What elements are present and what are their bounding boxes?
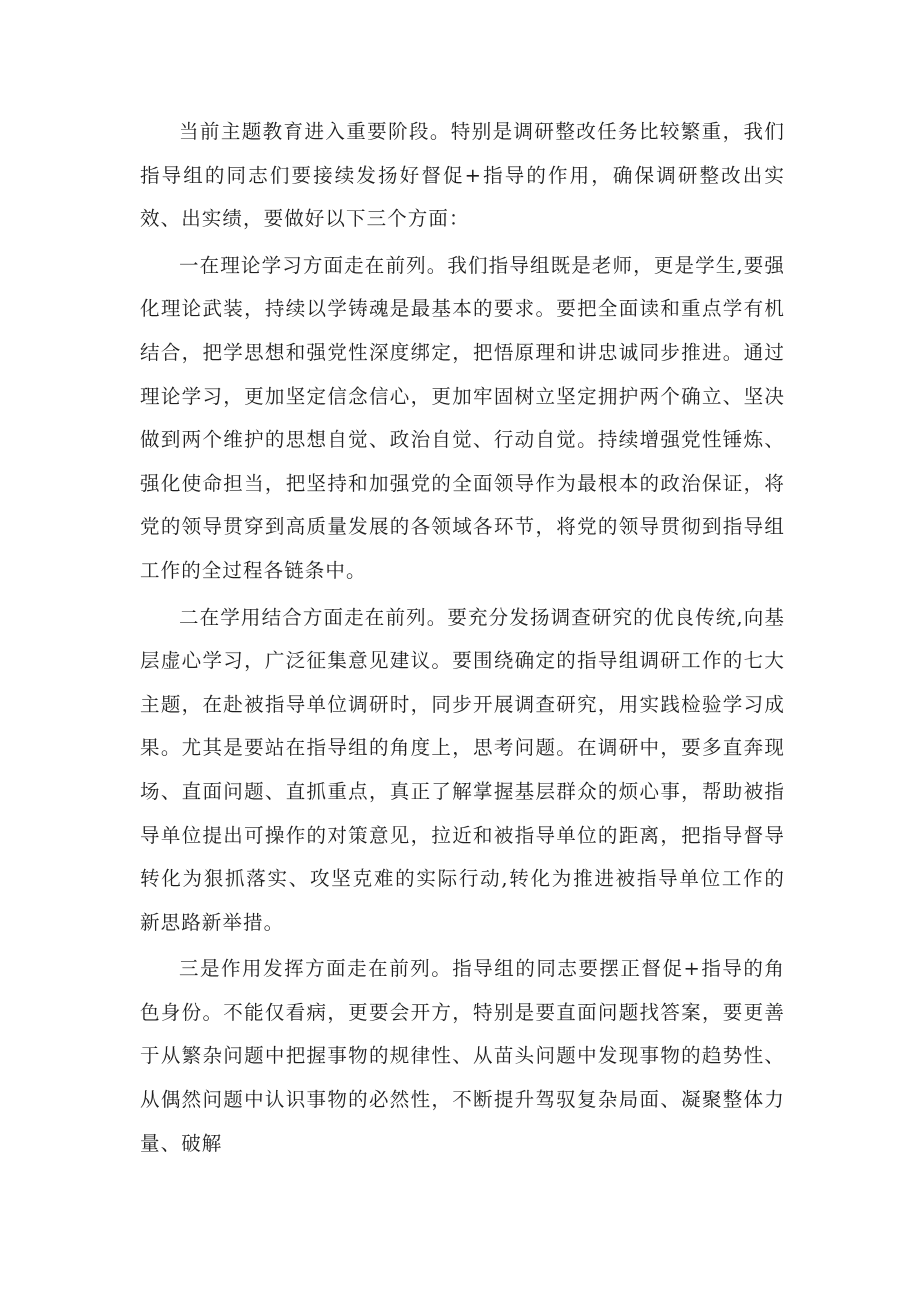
document-body xyxy=(140,110,785,1165)
paragraph-theory-study: 一在理论学习方面走在前列。我们指导组既是老师，更是学生,要强化理论武装，持续以学铸魂是最基本的要求。要把全面读和重点学有机结合，把学思想和强党性深度绑定，把悟原理和讲忠诚同步推进。通过理论学习，更加坚定信念信心，更加牢固树立坚定拥护两个确立、坚决做到两个维护的思想自觉、政治自觉、行动自觉。持续增强党性锤炼、强化使命担当，把坚持和加强党的全面领导作为最根本的政治保证，将党的领导贯穿到高质量发展的各领域各环节，将党的领导贯彻到指导组工作的全过程各链条中。 xyxy=(140,253,785,582)
paragraph-study-application: 二在学用结合方面走在前列。要充分发扬调查研究的优良传统,向基层虚心学习，广泛征集意见建议。要围绕确定的指导组调研工作的七大主题，在赴被指导单位调研时，同步开展调查研究，用实践检验学习成果。尤其是要站在指导组的角度上，思考问题。在调研中，要多直奔现场、直面问题、直抓重点，真正了解掌握基层群众的烦心事，帮助被指导单位提出可操作的对策意见，拉近和被指导单位的距离，把指导督导转化为狠抓落实、攻坚克难的实际行动,转化为推进被指导单位工作的新思路新举措。 xyxy=(140,605,785,934)
paragraph-role-play: 三是作用发挥方面走在前列。指导组的同志要摆正督促+指导的角色身份。不能仅看病，更要会开方，特别是要直面问题找答案，要更善于从繁杂问题中把握事物的规律性、从苗头问题中发现事物的趋势性、从偶然问题中认识事物的必然性，不断提升驾驭复杂局面、凝聚整体力量、破解 xyxy=(140,957,785,1155)
paragraph-intro: 当前主题教育进入重要阶段。特别是调研整改任务比较繁重，我们指导组的同志们要接续发扬好督促+指导的作用，确保调研整改出实效、出实绩，要做好以下三个方面： xyxy=(140,120,785,231)
